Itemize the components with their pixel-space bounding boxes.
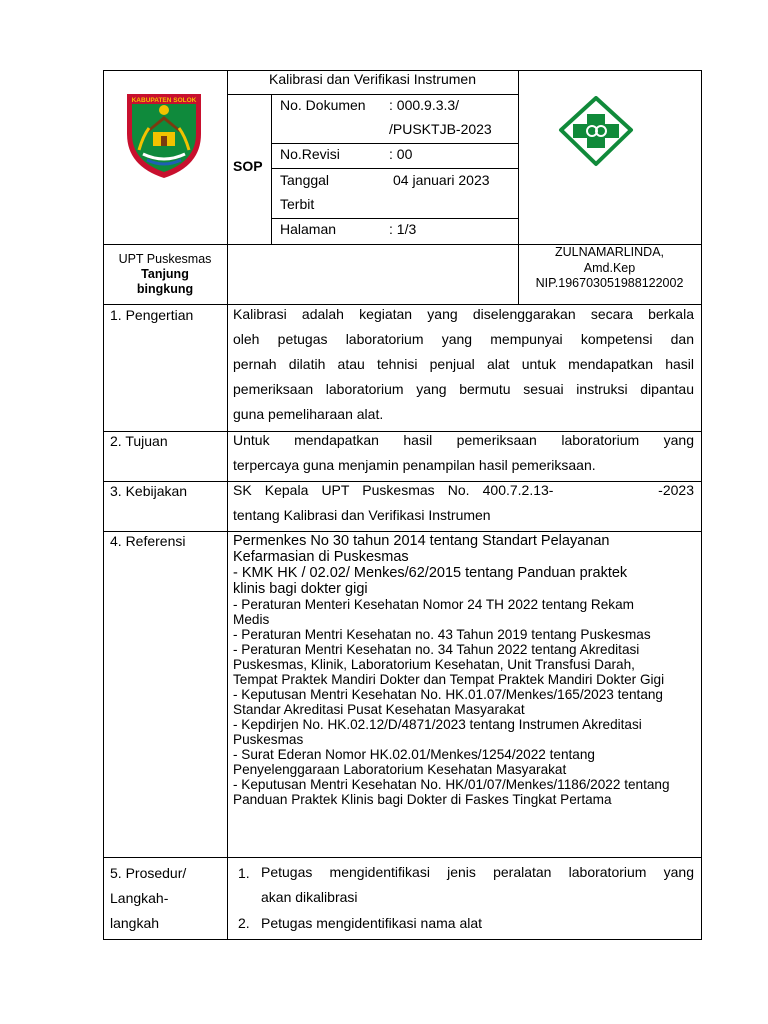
- emblem-top-text: KABUPATEN SOLOK: [131, 97, 197, 104]
- org-row-divider-left: [227, 244, 228, 304]
- table-border-left: [103, 70, 104, 939]
- pengertian-line: Kalibrasi adalah kegiatan yang diselenggarakan secara berkala: [233, 306, 694, 322]
- dokumen-value-2: /PUSKTJB-2023: [389, 121, 492, 137]
- referensi-line: - Peraturan Menteri Kesehatan Nomor 24 TH 2022 tentang Rekam: [233, 597, 634, 612]
- pengertian-line: pemeriksaan laboratorium yang bermutu sesuai instruksi dipantau: [233, 381, 694, 397]
- step-2-text: Petugas mengidentifikasi nama alat: [261, 915, 483, 931]
- table-border-right: [701, 70, 702, 939]
- org-line-3: bingkung: [136, 282, 194, 296]
- referensi-line: klinis bagi dokter gigi: [233, 581, 368, 597]
- pengertian-line: guna pemeliharaan alat.: [233, 406, 384, 422]
- signer-nip: NIP.196703051988122002: [535, 276, 684, 290]
- revisi-label: No.Revisi: [280, 146, 340, 162]
- referensi-line: - Keputusan Mentri Kesehatan No. HK.01.07/Menkes/165/2023 tentang: [233, 687, 663, 702]
- org-line-1: UPT Puskesmas: [118, 252, 212, 266]
- prosedur-label-1: 5. Prosedur/: [110, 865, 187, 881]
- header-divider-left: [227, 70, 228, 244]
- kebijakan-line: tentang Kalibrasi dan Verifikasi Instrumen: [233, 507, 491, 523]
- referensi-line: - Peraturan Mentri Kesehatan no. 43 Tahun 2019 tentang Puskesmas: [233, 627, 651, 642]
- body-column-divider: [227, 304, 228, 939]
- puskesmas-cross-logo-icon: [557, 96, 635, 168]
- referensi-line: - Keputusan Mentri Kesehatan No. HK/01/07/Menkes/1186/2022 tentang: [233, 777, 670, 792]
- signer-name: ZULNAMARLINDA,: [554, 245, 665, 259]
- title-underline: [227, 94, 518, 95]
- referensi-line: Standar Akreditasi Pusat Kesehatan Masyarakat: [233, 702, 525, 717]
- org-line-2: Tanjung: [141, 267, 189, 281]
- kebijakan-label: 3. Kebijakan: [110, 483, 188, 499]
- step-1-line: Petugas mengidentifikasi jenis peralatan laboratorium yang: [261, 864, 694, 880]
- referensi-line: Panduan Praktek Klinis bagi Dokter di Faskes Tingkat Pertama: [233, 792, 612, 807]
- halaman-value: : 1/3: [389, 221, 417, 237]
- referensi-line: Medis: [233, 612, 270, 627]
- referensi-line: - Kepdirjen No. HK.02.12/D/4871/2023 tentang Instrumen Akreditasi: [233, 717, 642, 732]
- dokumen-value-1: : 000.9.3.3/: [389, 97, 460, 113]
- tujuan-line: Untuk mendapatkan hasil pemeriksaan laboratorium yang: [233, 432, 694, 448]
- referensi-line: - Peraturan Mentri Kesehatan no. 34 Tahun 2022 tentang Akreditasi: [233, 642, 640, 657]
- row-dokumen-bottom: [271, 143, 518, 144]
- step-1-text: [261, 860, 694, 910]
- revisi-value: : 00: [389, 146, 413, 162]
- referensi-line: Puskesmas, Klinik, Laboratorium Kesehatan, Unit Transfusi Darah,: [233, 657, 635, 672]
- referensi-line: Tempat Praktek Mandiri Dokter dan Tempat Praktek Mandiri Dokter Gigi: [233, 672, 665, 687]
- signer-title: Amd.Kep: [583, 261, 636, 275]
- kebijakan-line: SK Kepala UPT Puskesmas No. 400.7.2.13- -2023: [233, 482, 694, 498]
- tanggal-label-2: Terbit: [280, 196, 315, 212]
- prosedur-label-3: langkah: [110, 915, 160, 931]
- dokumen-label: No. Dokumen: [280, 97, 366, 113]
- step-1-number: 1.: [238, 865, 250, 881]
- pengertian-line: oleh petugas laboratorium yang mempunyai kompetensi dan: [233, 331, 694, 347]
- referensi-list: [233, 533, 699, 807]
- document-title: Kalibrasi dan Verifikasi Instrumen: [269, 71, 476, 87]
- tujuan-line: terpercaya guna menjamin penampilan hasil pemeriksaan.: [233, 457, 596, 473]
- row-tanggal-bottom: [271, 218, 518, 219]
- referensi-line: Permenkes No 30 tahun 2014 tentang Standart Pelayanan: [233, 533, 610, 549]
- referensi-label: 4. Referensi: [110, 533, 186, 549]
- tujuan-text: [233, 428, 694, 478]
- kabupaten-solok-emblem-icon: [123, 88, 205, 180]
- table-border-bottom: [103, 939, 702, 940]
- kebijakan-bottom: [103, 531, 702, 532]
- referensi-line: - KMK HK / 02.02/ Menkes/62/2015 tentang Panduan praktek: [233, 565, 628, 581]
- tanggal-value: 04 januari 2023: [393, 172, 490, 188]
- referensi-line: - Surat Ederan Nomor HK.02.01/Menkes/1254/2022 tentang: [233, 747, 595, 762]
- step-1-line: akan dikalibrasi: [261, 889, 358, 905]
- referensi-bottom: [103, 857, 702, 858]
- halaman-label: Halaman: [280, 221, 337, 237]
- referensi-line: Puskesmas: [233, 732, 304, 747]
- tujuan-label: 2. Tujuan: [110, 433, 168, 449]
- header-sop-divider: [271, 94, 272, 244]
- pengertian-label: 1. Pengertian: [110, 307, 194, 323]
- referensi-line: Kefarmasian di Puskesmas: [233, 549, 409, 565]
- tanggal-label-1: Tanggal: [280, 172, 330, 188]
- pengertian-line: pernah dilatih atau tehnisi penjual alat untuk mendapatkan hasil: [233, 356, 694, 372]
- sop-label: SOP: [233, 158, 263, 174]
- referensi-line: Penyelenggaraan Laboratorium Kesehatan Masyarakat: [233, 762, 567, 777]
- row-revisi-bottom: [271, 168, 518, 169]
- step-2-number: 2.: [238, 915, 250, 931]
- header-divider-right: [518, 70, 519, 244]
- prosedur-label-2: Langkah-: [110, 890, 169, 906]
- kebijakan-text: [233, 478, 694, 528]
- pengertian-text: [233, 302, 694, 427]
